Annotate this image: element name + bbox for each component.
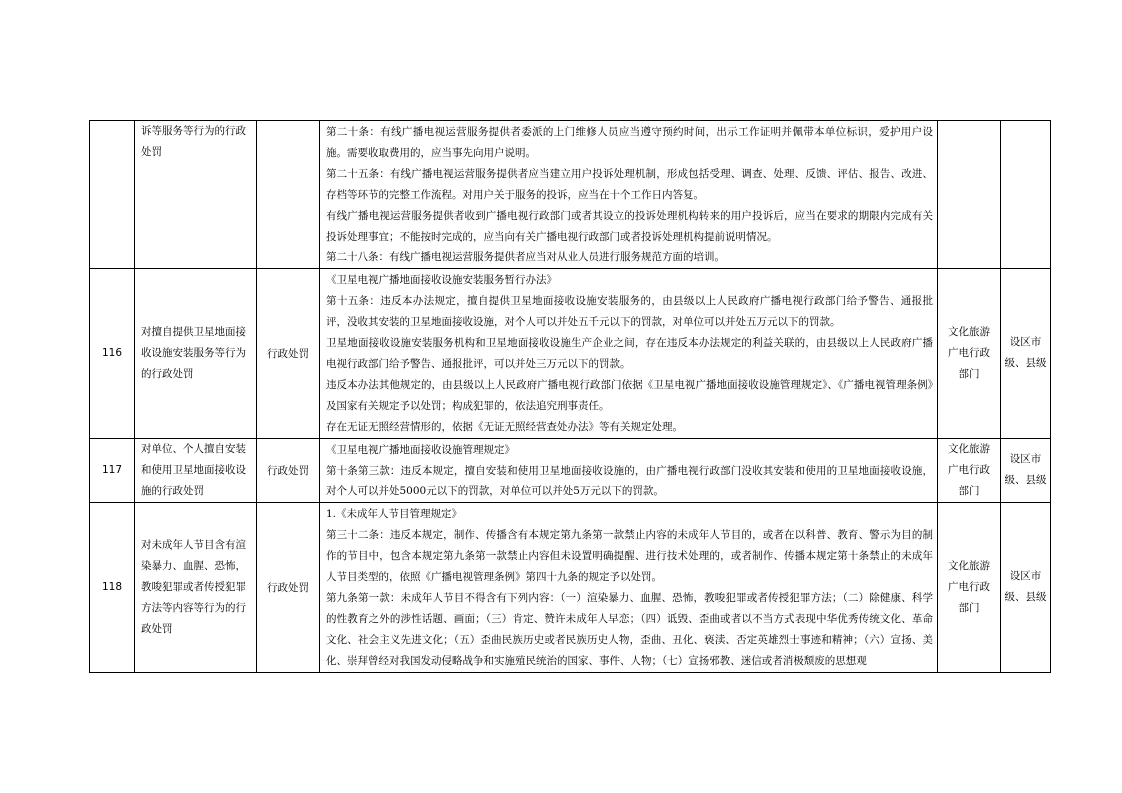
regulation-table bbox=[89, 120, 1051, 673]
table-row bbox=[90, 121, 1051, 269]
basis-paragraph: 1.《未成年人节目管理规定》 bbox=[326, 508, 463, 521]
item-category: 行政处罚 bbox=[257, 503, 320, 672]
legal-basis bbox=[320, 438, 938, 503]
table-row bbox=[90, 269, 1051, 438]
legal-basis bbox=[320, 503, 938, 672]
item-category bbox=[257, 121, 320, 269]
item-category: 行政处罚 bbox=[257, 269, 320, 438]
basis-paragraph: 卫星地面接收设施安装服务机构和卫星地面接收设施生产企业之间，存在违反本办法规定的利益关联的，由县级以上人民政府广播电视行政部门给予警告、通报批评，可以并处三万元以下的罚款。 bbox=[326, 337, 933, 370]
responsible-department: 文化旅游广电行政部门 bbox=[938, 503, 1001, 672]
basis-paragraph: 第三十二条：违反本规定，制作、传播含有本规定第九条第一款禁止内容的未成年人节目的，或者在以科普、教育、警示为目的制作的节目中，包含本规定第九条第一款禁止内容但未设置明确提醒、进行技术处理的，或者制作、传播本规定第十条禁止的未成年人节目类型的，依照《广播电视管理条例》第四十九条的规定予以处罚。 bbox=[326, 529, 933, 584]
row-number: 118 bbox=[90, 503, 135, 672]
basis-paragraph: 第十五条：违反本办法规定，擅自提供卫星地面接收设施安装服务的，由县级以上人民政府广播电视行政部门给予警告、通报批评，没收其安装的卫星地面接收设施，对个人可以并处五千元以下的罚款，对单位可以并处五万元以下的罚款。 bbox=[326, 295, 933, 329]
basis-paragraph: 第二十八条：有线广播电视运营服务提供者应当对从业人员进行服务规范方面的培训。 bbox=[326, 251, 725, 264]
basis-paragraph: 有线广播电视运营服务提供者收到广播电视行政部门或者其设立的投诉处理机构转来的用户投诉后，应当在要求的期限内完成有关投诉处理事宜；不能按时完成的，应当向有关广播电视行政部门或者投诉处理机构提前说明情况。 bbox=[326, 209, 933, 243]
basis-paragraph: 第十条第三款：违反本规定，擅自安装和使用卫星地面接收设施的，由广播电视行政部门没收其安装和使用的卫星地面接收设施，对个人可以并处5000元以下的罚款，对单位可以并处5万元以下的罚款。 bbox=[326, 464, 933, 498]
item-name: 对未成年人节目含有渲染暴力、血腥、恐怖，教唆犯罪或者传授犯罪方法等内容等行为的行政处罚 bbox=[135, 503, 257, 672]
item-name: 对单位、个人擅自安装和使用卫星地面接收设施的行政处罚 bbox=[135, 438, 257, 503]
implementation-level bbox=[1001, 121, 1051, 269]
basis-paragraph: 第九条第一款：未成年人节目不得含有下列内容：（一）渲染暴力、血腥、恐怖，教唆犯罪或者传授犯罪方法；（二）除健康、科学的性教育之外的涉性话题、画面；（三）肯定、赞许未成年人早恋；（四）诋毁、歪曲或者以不当方式表现中华优秀传统文化、革命文化、社会主义先进文化；（五）歪曲民族历史或者民族历史人物，歪曲、丑化、亵渎、否定英雄烈士事迹和精神；（六）宣扬、美化、崇拜曾经对我国发动侵略战争和实施殖民统治的国家、事件、人物；（七）宣扬邪教、迷信或者消极颓废的思想观 bbox=[326, 591, 933, 667]
row-number bbox=[90, 121, 135, 269]
row-number: 117 bbox=[90, 438, 135, 503]
basis-paragraph: 违反本办法其他规定的，由县级以上人民政府广播电视行政部门依据《卫星电视广播地面接收设施管理规定》、《广播电视管理条例》及国家有关规定予以处罚；构成犯罪的，依法追究刑事责任。 bbox=[326, 378, 933, 412]
basis-paragraph: 《卫星电视广播地面接收设施管理规定》 bbox=[326, 443, 515, 456]
legal-basis bbox=[320, 121, 938, 269]
implementation-level: 设区市级、县级 bbox=[1001, 269, 1051, 438]
responsible-department bbox=[938, 121, 1001, 269]
basis-paragraph: 存在无证无照经营情形的，依据《无证无照经营查处办法》等有关规定处理。 bbox=[326, 420, 683, 433]
implementation-level: 设区市级、县级 bbox=[1001, 503, 1051, 672]
responsible-department: 文化旅游广电行政部门 bbox=[938, 438, 1001, 503]
item-name: 诉等服务等行为的行政处罚 bbox=[135, 121, 257, 269]
legal-basis bbox=[320, 269, 938, 438]
basis-paragraph: 第二十条：有线广播电视运营服务提供者委派的上门维修人员应当遵守预约时间，出示工作证明并佩带本单位标识，爱护用户设施。需要收取费用的，应当事先向用户说明。 bbox=[326, 126, 933, 159]
basis-paragraph: 第二十五条：有线广播电视运营服务提供者应当建立用户投诉处理机制，形成包括受理、调查、处理、反馈、评估、报告、改进、存档等环节的完整工作流程。对用户关于服务的投诉，应当在十个工作日内答复。 bbox=[326, 167, 933, 201]
table-row bbox=[90, 438, 1051, 503]
item-category: 行政处罚 bbox=[257, 438, 320, 503]
implementation-level: 设区市级、县级 bbox=[1001, 438, 1051, 503]
item-name: 对擅自提供卫星地面接收设施安装服务等行为的行政处罚 bbox=[135, 269, 257, 438]
basis-paragraph: 《卫星电视广播地面接收设施安装服务暂行办法》 bbox=[326, 274, 557, 287]
row-number: 116 bbox=[90, 269, 135, 438]
table-row bbox=[90, 503, 1051, 672]
responsible-department: 文化旅游广电行政部门 bbox=[938, 269, 1001, 438]
